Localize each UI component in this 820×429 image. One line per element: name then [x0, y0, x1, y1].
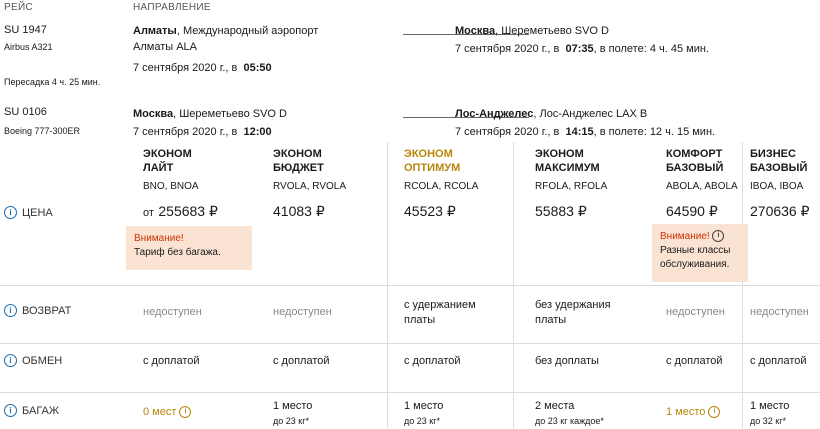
- warning-box: Внимание! Тариф без багажа.: [126, 226, 252, 270]
- info-icon[interactable]: i: [708, 406, 720, 418]
- fare-name: ЭКОНОМ БЮДЖЕТ: [273, 148, 324, 174]
- exchange-value: с доплатой: [273, 355, 330, 367]
- fare-name: ЭКОНОМ ЛАЙТ: [143, 148, 192, 174]
- row-label-exchange: ОБМЕН: [22, 355, 63, 367]
- info-icon[interactable]: i: [4, 304, 17, 317]
- departure-time-line: [133, 60, 272, 76]
- aircraft: Airbus A321: [4, 42, 53, 52]
- refund-value: недоступен: [143, 306, 202, 318]
- fare-price[interactable]: 41083 ₽: [273, 203, 325, 219]
- arrival-time-line: [455, 124, 715, 140]
- departure-date: 7 сентября 2020 г., в: [133, 126, 238, 138]
- exchange-value: с доплатой: [750, 355, 807, 367]
- transfer-info: Пересадка 4 ч. 25 мин.: [4, 77, 101, 87]
- fare-codes: BNO, BNOA: [143, 181, 199, 192]
- refund-value: с удержанием платы: [404, 299, 476, 326]
- fare-name: КОМФОРТ БАЗОВЫЙ: [666, 148, 724, 174]
- fare-price[interactable]: [143, 203, 218, 221]
- fare-codes: RVOLA, RVOLA: [273, 181, 346, 192]
- baggage-value[interactable]: 0 мест i: [143, 405, 191, 420]
- baggage-value: 1 место до 23 кг*: [273, 400, 313, 426]
- refund-value: недоступен: [750, 306, 809, 318]
- departure-date: 7 сентября 2020 г., в: [133, 62, 238, 74]
- baggage-value: 1 место до 23 кг*: [404, 400, 444, 426]
- exchange-value: с доплатой: [666, 355, 723, 367]
- departure-city: Москва: [133, 108, 174, 120]
- departure: [133, 23, 318, 39]
- fare-name: ЭКОНОМ ОПТИМУМ: [404, 148, 461, 174]
- info-icon[interactable]: i: [4, 206, 17, 219]
- departure-airport: , Шереметьево SVO D: [173, 108, 287, 120]
- arrival-city: Лос-Анджелес: [455, 108, 534, 120]
- arrival: [455, 23, 609, 39]
- flight-duration: , в полете: 4 ч. 45 мин.: [593, 43, 709, 55]
- warning-box: Внимание! i Разные классы обслуживания.: [652, 224, 748, 282]
- info-icon[interactable]: i: [179, 406, 191, 418]
- row-divider: [0, 343, 820, 344]
- aircraft: Boeing 777-300ER: [4, 126, 81, 136]
- row-label-baggage: БАГАЖ: [22, 405, 60, 417]
- flight-number: SU 1947: [4, 24, 47, 36]
- price-prefix: от: [143, 207, 154, 219]
- header-flight: РЕЙС: [4, 2, 33, 13]
- info-icon[interactable]: i: [4, 404, 17, 417]
- exchange-value: с доплатой: [404, 355, 461, 367]
- departure-time-line: [133, 124, 272, 140]
- departure-city: Алматы: [133, 25, 177, 37]
- arrival-airport: , Лос-Анджелес LAX B: [533, 108, 648, 120]
- arrival-date: 7 сентября 2020 г., в: [455, 126, 560, 138]
- refund-value: без удержания платы: [535, 299, 611, 326]
- arrival-time-line: [455, 41, 709, 57]
- exchange-value: без доплаты: [535, 355, 599, 367]
- arrival: [455, 106, 647, 122]
- info-icon[interactable]: i: [4, 354, 17, 367]
- departure: [133, 106, 287, 122]
- fare-codes: RCOLA, RCOLA: [404, 181, 479, 192]
- baggage-value[interactable]: 1 место i: [666, 405, 720, 420]
- row-label-price: ЦЕНА: [22, 207, 53, 219]
- fare-price[interactable]: 270636 ₽: [750, 203, 810, 219]
- fare-name: БИЗНЕС БАЗОВЫЙ: [750, 148, 808, 174]
- exchange-value: с доплатой: [143, 355, 200, 367]
- fare-codes: ABOLA, ABOLA: [666, 181, 738, 192]
- baggage-value: 2 места до 23 кг каждое*: [535, 400, 604, 426]
- row-divider: [0, 392, 820, 393]
- fare-codes: RFOLA, RFOLA: [535, 181, 608, 192]
- departure-time: 05:50: [243, 62, 272, 74]
- row-divider: [0, 285, 820, 286]
- arrival-time: 07:35: [565, 43, 594, 55]
- refund-value: недоступен: [666, 306, 725, 318]
- header-direction: НАПРАВЛЕНИЕ: [133, 2, 211, 13]
- departure-airport: , Международный аэропорт: [176, 25, 319, 37]
- flight-duration: , в полете: 12 ч. 15 мин.: [593, 126, 716, 138]
- baggage-value: 1 место до 32 кг*: [750, 400, 790, 426]
- arrival-date: 7 сентября 2020 г., в: [455, 43, 560, 55]
- arrival-time: 14:15: [565, 126, 594, 138]
- departure-airport-line2: Алматы ALA: [133, 41, 197, 53]
- price-value: 255683 ₽: [158, 203, 218, 219]
- fare-codes: IBOA, IBOA: [750, 181, 804, 192]
- fare-price[interactable]: 45523 ₽: [404, 203, 456, 219]
- row-label-refund: ВОЗВРАТ: [22, 305, 72, 317]
- arrival-city: Москва: [455, 25, 496, 37]
- flight-number: SU 0106: [4, 106, 47, 118]
- arrival-airport: , Шереметьево SVO D: [495, 25, 609, 37]
- refund-value: недоступен: [273, 306, 332, 318]
- info-icon[interactable]: i: [712, 230, 724, 242]
- departure-time: 12:00: [243, 126, 272, 138]
- fare-price[interactable]: 55883 ₽: [535, 203, 587, 219]
- fare-price[interactable]: 64590 ₽: [666, 203, 718, 219]
- fare-name: ЭКОНОМ МАКСИМУМ: [535, 148, 600, 174]
